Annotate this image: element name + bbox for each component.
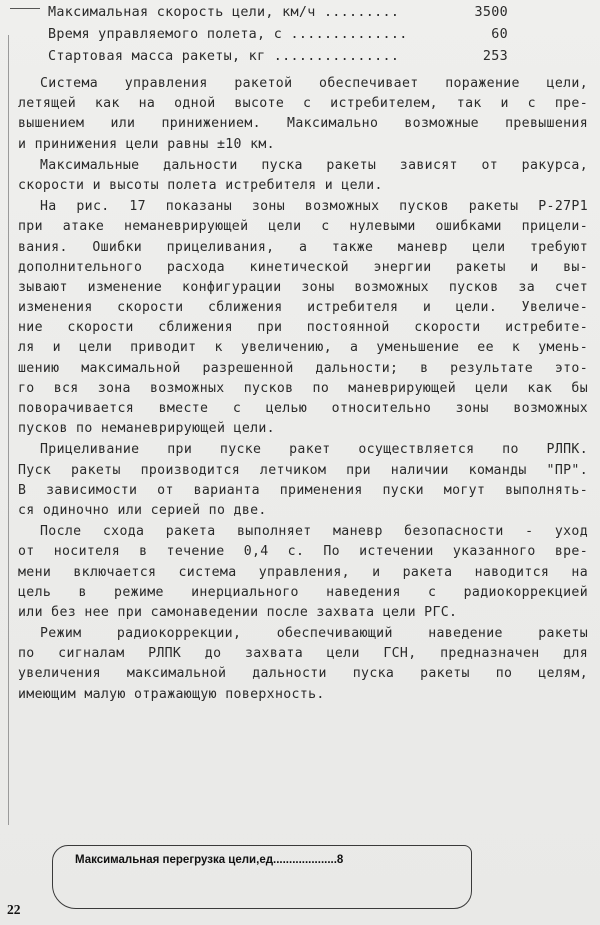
text-line: ние скорости сближения при постоянной скорости истребите- [18, 320, 588, 336]
spec-value: 253 [482, 49, 508, 64]
spec-value: 3500 [474, 5, 508, 20]
spec-row [48, 5, 508, 27]
scan-artifact-edge [8, 35, 9, 825]
text-line: вания. Ошибки прицеливания, а также маневр цели требуют [18, 239, 588, 255]
text-line: Пуск ракеты производится летчиком при наличии команды "ПР". [18, 462, 588, 478]
text-line: скорости и высоты полета истребителя и цели. [18, 177, 383, 193]
text-line: от носителя в течение 0,4 с. По истечении указанного вре- [18, 544, 588, 560]
spec-label: Максимальная скорость цели, км/ч ......... [48, 5, 400, 20]
text-line: ля и цели приводит к увеличению, а уменьшение ее к умень- [18, 340, 588, 356]
text-line: зывают изменение конфигурации зоны возможных пусков за счет [18, 279, 588, 295]
spec-label: Время управляемого полета, с .............. [48, 27, 408, 42]
text-line: го вся зона возможных пусков по маневрирующей цели как бы [18, 380, 588, 396]
text-line: мени включается система управления, и ракета наводится на [18, 564, 588, 580]
text-line: поворачивается вместе с целью относительно зоны возможных [18, 401, 588, 416]
text-line: Прицеливание при пуске ракет осуществляется по РЛПК. [40, 442, 588, 458]
text-line: имеющим малую отражающую поверхность. [18, 686, 325, 702]
text-line: дополнительного расхода кинетической энергии ракеты и вы- [18, 259, 588, 275]
text-line: Максимальные дальности пуска ракеты зависят от ракурса, [40, 157, 588, 173]
text-line: изменения скорости сближения истребителя и цели. Увеличе- [18, 300, 588, 316]
spec-row [48, 49, 508, 71]
text-line: и принижения цели равны ±10 км. [18, 136, 275, 152]
spec-label: Стартовая масса ракеты, кг ............... [48, 49, 400, 64]
text-line: В зависимости от варианта применения пуски могут выполнять- [18, 482, 588, 498]
spec-row [48, 27, 508, 49]
page-number: 22 [7, 902, 21, 917]
text-line: Режим радиокоррекции, обеспечивающий наведение ракеты [40, 626, 588, 642]
inserted-note-box [52, 845, 472, 909]
text-line: или без нее при самонаведении после захвата цели РГС. [18, 604, 458, 620]
text-line: при атаке неманеврирующей цели с нулевыми ошибками прицели- [18, 219, 588, 235]
body-text [18, 74, 588, 705]
spec-list [48, 5, 508, 71]
text-line: летящей как на одной высоте с истребителем, так и с пре- [18, 96, 588, 112]
text-line: ся одиночно или серией по две. [18, 502, 267, 518]
text-line: вышением или принижением. Максимально возможные превышения [18, 116, 588, 132]
text-line: увеличения максимальной дальности пуска ракеты по целям, [18, 666, 588, 682]
spec-value: 60 [491, 27, 508, 42]
text-line: шению максимальной разрешенной дальности; в результате это- [18, 360, 588, 376]
scan-artifact-line [10, 8, 40, 9]
text-line: пусков по неманеврирующей цели. [18, 421, 275, 437]
text-line: Система управления ракетой обеспечивает поражение цели, [40, 76, 588, 91]
inserted-note-text: Максимальная перегрузка цели,ед....................8 [75, 854, 344, 866]
text-line: по сигналам РЛПК до захвата цели ГСН, предназначен для [18, 646, 588, 662]
text-line: После схода ракета выполняет маневр безопасности - уход [40, 524, 588, 540]
text-line: цель в режиме инерциального наведения с радиокоррекцией [18, 584, 588, 600]
text-line: На рис. 17 показаны зоны возможных пусков ракеты Р-27Р1 [40, 199, 588, 215]
